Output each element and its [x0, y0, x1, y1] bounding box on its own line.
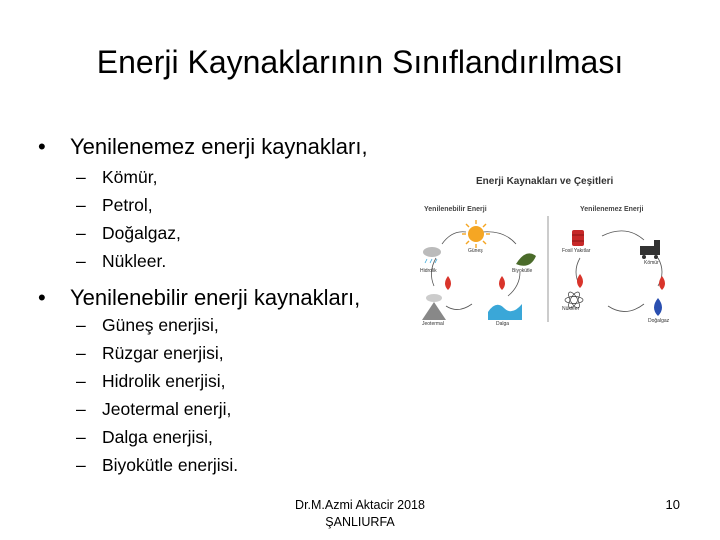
rain-cloud-icon — [423, 247, 441, 263]
dash: – — [76, 427, 86, 447]
coal-label: Kömür — [644, 260, 659, 266]
item-label: Hidrolik enerjisi, — [102, 371, 226, 391]
leaf-icon — [516, 253, 536, 265]
geothermal-label: Jeotermal — [422, 321, 444, 327]
arrow-icon — [608, 304, 644, 312]
bullet-renewable-label: Yenilenebilir enerji kaynakları, — [70, 285, 361, 310]
dash: – — [76, 371, 86, 391]
item-label: Güneş enerjisi, — [102, 315, 219, 335]
footer-line2: ŞANLIURFA — [325, 515, 395, 529]
bullet-nonrenewable — [38, 134, 368, 160]
bullet-dot: • — [38, 285, 46, 310]
renewable-item — [76, 427, 213, 448]
nonrenewable-item — [76, 223, 181, 244]
item-label: Kömür, — [102, 167, 158, 187]
dash: – — [76, 251, 86, 271]
gas-flame-icon — [654, 298, 662, 316]
dash: – — [76, 399, 86, 419]
item-label: Nükleer. — [102, 251, 167, 271]
nonrenewable-item — [76, 251, 166, 272]
footer-author — [250, 497, 470, 531]
arrow-icon — [508, 272, 520, 296]
wave-icon — [488, 304, 522, 320]
renewable-item — [76, 315, 219, 336]
dash: – — [76, 315, 86, 335]
gas-label: Doğalgaz — [648, 318, 670, 324]
nonrenewable-item — [76, 167, 157, 188]
dash: – — [76, 167, 86, 187]
renewable-heading: Yenilenebilir Enerji — [424, 206, 487, 213]
figure-title: Enerji Kaynakları ve Çeşitleri — [476, 176, 614, 187]
bullet-dot: • — [38, 134, 46, 159]
item-label: Doğalgaz, — [102, 223, 181, 243]
page-number: 10 — [665, 497, 680, 512]
bullet-nonrenewable-label: Yenilenemez enerji kaynakları, — [70, 134, 368, 159]
renewable-item — [76, 455, 238, 476]
dash: – — [76, 223, 86, 243]
sun-icon — [462, 220, 490, 248]
wave-label: Dalga — [496, 321, 510, 327]
bullet-renewable — [38, 285, 360, 311]
arrow-icon — [602, 231, 644, 240]
dash: – — [76, 343, 86, 363]
figure-illustration — [412, 172, 686, 334]
hydro-label: Hidrolik — [420, 268, 437, 274]
flame-icon — [577, 274, 583, 288]
biomass-label: Biyokütle — [512, 268, 533, 274]
slide-title: Enerji Kaynaklarının Sınıflandırılması — [96, 44, 624, 80]
renewable-item — [76, 399, 231, 420]
barrel-icon — [572, 230, 584, 246]
fossil-label: Fosil Yakıtlar — [562, 248, 591, 254]
sun-label: Güneş — [468, 248, 483, 254]
geothermal-icon — [422, 294, 446, 320]
item-label: Jeotermal enerji, — [102, 399, 232, 419]
nonrenewable-item — [76, 195, 153, 216]
item-label: Rüzgar enerjisi, — [102, 343, 224, 363]
flame-icon — [445, 276, 451, 290]
dash: – — [76, 195, 86, 215]
item-label: Petrol, — [102, 195, 153, 215]
flame-icon — [499, 276, 505, 290]
dash: – — [76, 455, 86, 475]
nuclear-label: Nükleer — [562, 306, 580, 312]
renewable-item — [76, 371, 226, 392]
renewable-item — [76, 343, 224, 364]
item-label: Biyokütle enerjisi. — [102, 455, 239, 475]
cycle-arrows — [431, 231, 662, 312]
arrow-icon — [446, 304, 472, 310]
footer-line1: Dr.M.Azmi Aktacir 2018 — [295, 498, 425, 512]
nonrenewable-heading: Yenilenemez Enerji — [580, 206, 644, 213]
flame-icon — [659, 276, 665, 290]
train-icon — [640, 240, 660, 259]
item-label: Dalga enerjisi, — [102, 427, 213, 447]
energy-sources-figure — [412, 172, 686, 334]
